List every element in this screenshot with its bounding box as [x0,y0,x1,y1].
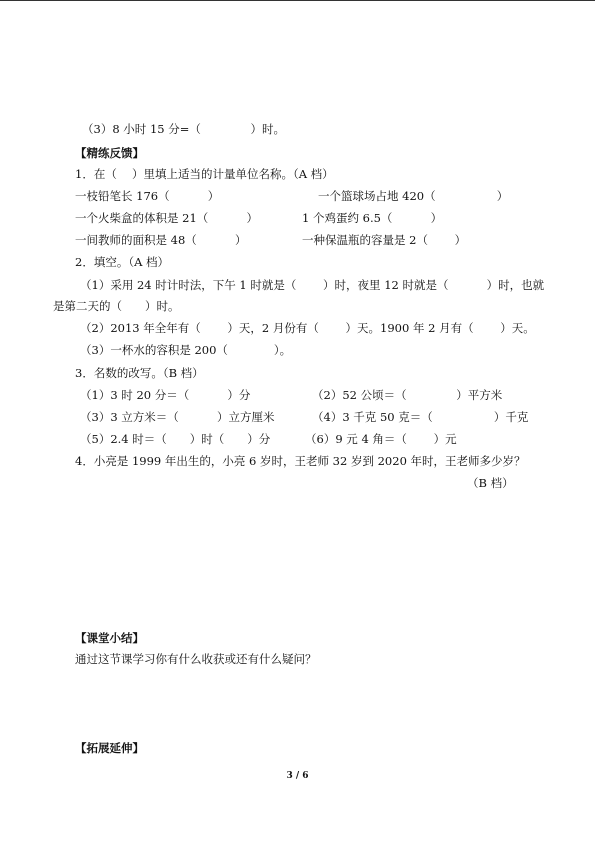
question-3-item-1: （1）3 时 20 分＝（ ）分 [80,388,251,402]
summary-prompt: 通过这节课学习你有什么收获或还有什么疑问？ [75,652,317,666]
section-heading-extension: 【拓展延伸】 [75,741,144,755]
question-1-item-egg: 1 个鸡蛋约 6.5（ ） [302,211,443,225]
question-3-item-4: （4）3 千克 50 克＝（ ）千克 [312,410,529,424]
question-1-title: 1．在（ ）里填上适当的计量单位名称。（A 档） [75,167,334,181]
question-1-item-thermos: 一种保温瓶的容量是 2（ ） [302,233,467,247]
question-4: 4．小亮是 1999 年出生的，小亮 6 岁时，王老师 32 岁到 2020 年时，王老师多少岁？ [75,454,526,468]
section-heading-summary: 【课堂小结】 [75,631,144,645]
question-3-item-5: （5）2.4 时＝（ ）时（ ）分 [80,432,271,446]
question-3-3: （3）8 小时 15 分=（ ）时。 [82,122,286,136]
question-2-2: （2）2013 年全年有（ ）天，2 月份有（ ）天。1900 年 2 月有（ ）天。 [80,321,535,335]
question-1-item-matchbox: 一个火柴盒的体积是 21（ ） [75,211,258,225]
question-3-item-3: （3）3 立方米＝（ ）立方厘米 [80,410,275,424]
top-border-line [0,0,595,1]
question-1-item-basketball-court: 一个篮球场占地 420（ ） [318,189,509,203]
question-1-item-classroom: 一间教师的面积是 48（ ） [75,233,247,247]
question-2-1-line-1: （1）采用 24 时计时法，下午 1 时就是（ ）时，夜里 12 时就是（ ）时，也就 [80,278,545,292]
section-heading-practice: 【精练反馈】 [75,146,144,160]
page-number: 3 / 6 [286,771,309,781]
question-2-title: 2．填空。（A 档） [75,255,170,269]
question-3-item-2: （2）52 公顷＝（ ）平方米 [312,388,503,402]
question-3-title: 3．名数的改写。（B 档） [75,366,204,380]
question-4-level: （B 档） [467,476,514,490]
question-2-1-line-2: 是第二天的（ ）时。 [53,299,180,313]
question-3-item-6: （6）9 元 4 角＝（ ）元 [305,432,457,446]
question-1-item-pencil: 一枝铅笔长 176（ ） [75,189,220,203]
question-2-3: （3）一杯水的容积是 200（ ）。 [80,343,292,357]
